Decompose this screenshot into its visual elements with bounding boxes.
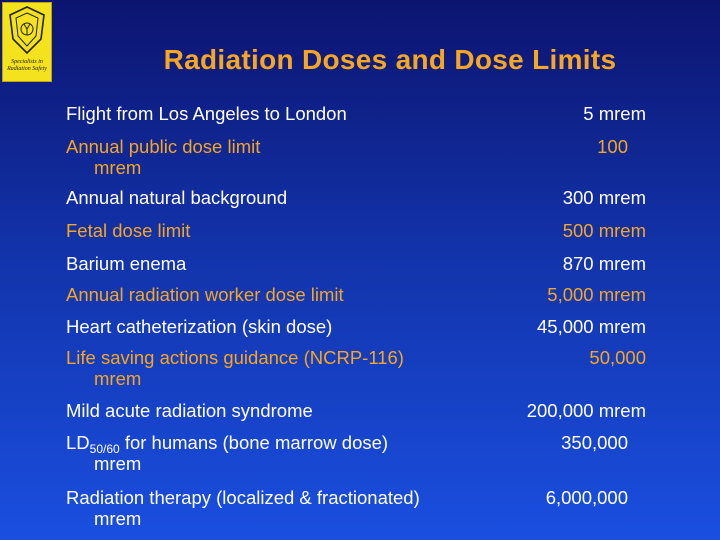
dose-label: Radiation therapy (localized & fractionated) [66, 487, 420, 508]
dose-label: Annual natural background [66, 187, 288, 208]
dose-value: 50,000 [589, 347, 646, 368]
logo-tagline-line1: Specialists in [11, 59, 43, 65]
dose-value: 45,000 mrem [537, 316, 646, 337]
dose-value: 5,000 mrem [547, 284, 646, 305]
dose-label: Heart catheterization (skin dose) [66, 316, 333, 337]
logo-tagline [3, 59, 51, 73]
health-physics-society-logo [2, 2, 52, 82]
dose-label: Life saving actions guidance (NCRP-116) [66, 347, 404, 368]
dose-unit: mrem [94, 157, 142, 178]
dose-value: 200,000 mrem [526, 400, 646, 421]
dose-unit: mrem [94, 508, 142, 529]
dose-label: Mild acute radiation syndrome [66, 400, 313, 421]
dose-value: 500 mrem [562, 220, 646, 241]
logo-tagline-line2: Radiation Safety [7, 66, 47, 72]
dose-label: Barium enema [66, 253, 187, 274]
slide-title: Radiation Doses and Dose Limits [163, 44, 617, 75]
dose-unit: mrem [94, 453, 142, 474]
dose-label-subscript: 50/60 [89, 442, 120, 456]
dose-value: 350,000 [561, 432, 628, 453]
dose-value: 100 [597, 136, 628, 157]
society-seal-icon [7, 5, 47, 57]
dose-label: Flight from Los Angeles to London [66, 103, 347, 124]
dose-value: 300 mrem [562, 187, 646, 208]
dose-label-ld [66, 432, 389, 456]
dose-value: 6,000,000 [545, 487, 628, 508]
dose-unit: mrem [94, 368, 142, 389]
dose-value: 870 mrem [562, 253, 646, 274]
dose-label-suffix: for humans (bone marrow dose) [119, 432, 389, 453]
dose-label-prefix: LD [66, 432, 90, 453]
dose-label: Annual public dose limit [66, 136, 261, 157]
dose-value: 5 mrem [583, 103, 646, 124]
dose-label: Fetal dose limit [66, 220, 191, 241]
dose-label: Annual radiation worker dose limit [66, 284, 344, 305]
